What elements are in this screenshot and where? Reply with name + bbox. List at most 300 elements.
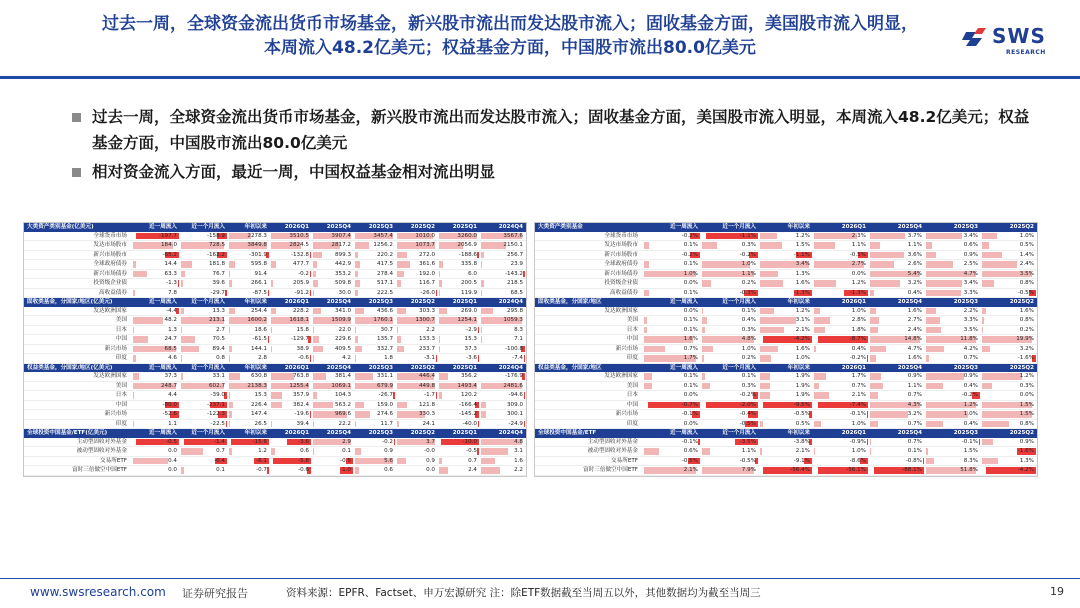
table-cell — [480, 466, 526, 476]
table-cell — [228, 354, 270, 364]
cell-value: 382.4 — [292, 401, 309, 408]
table-cell — [925, 381, 981, 391]
cell-value: 1.2% — [851, 280, 866, 287]
cell-value: -0.2% — [739, 251, 756, 258]
table-cell — [925, 447, 981, 457]
table-cell — [643, 288, 701, 298]
table-cell — [132, 372, 180, 381]
outflow-bar — [923, 458, 924, 465]
cell-value: -3.5% — [739, 438, 756, 445]
cell-value: 248.7 — [160, 382, 177, 389]
cell-value: 2.2 — [514, 467, 523, 474]
table-cell — [438, 307, 480, 316]
cell-value: 2.8 — [258, 355, 267, 362]
table-cell — [925, 391, 981, 401]
inflow-bar — [644, 261, 649, 268]
column-header: 近一周流入 — [643, 363, 701, 372]
table-cell — [925, 419, 981, 429]
cell-value: 3.5% — [963, 326, 978, 333]
table-cell — [701, 335, 759, 345]
inflow-bar — [814, 317, 830, 324]
cell-value: 1.0% — [683, 270, 698, 277]
inflow-bar — [439, 458, 442, 465]
column-header: 2025Q2 — [396, 298, 438, 307]
inflow-bar — [355, 271, 358, 278]
row-label: 发达欧洲国家 — [535, 372, 643, 381]
column-header: 2024Q4 — [480, 223, 526, 232]
inflow-bar — [397, 421, 399, 428]
column-header: 2025Q3 — [925, 298, 981, 307]
row-label: 全球货币市场 — [535, 232, 643, 241]
cell-value: -52.6 — [162, 411, 177, 418]
column-header: 年初以来 — [759, 363, 813, 372]
table-cell — [396, 241, 438, 251]
column-header: 年初以来 — [759, 429, 813, 438]
cell-value: 274.6 — [376, 411, 393, 418]
cell-value: -9.5% — [793, 401, 810, 408]
cell-value: 39.6 — [212, 280, 225, 287]
inflow-bar — [397, 271, 404, 278]
cell-value: 4.7% — [907, 345, 922, 352]
table-cell — [270, 269, 312, 279]
outflow-bar — [478, 421, 479, 428]
inflow-bar — [982, 439, 993, 446]
table-cell — [701, 354, 759, 364]
section-title: 固收类基金，分国家/地区(亿美元) — [24, 298, 132, 307]
table-cell — [759, 438, 813, 447]
cell-value: 449.8 — [418, 382, 435, 389]
cell-value: 2.7% — [907, 317, 922, 324]
inflow-bar — [814, 242, 835, 249]
cell-value: -87.5 — [252, 289, 267, 296]
cell-value: 1.9% — [795, 392, 810, 399]
cell-value: 5.4% — [907, 270, 922, 277]
table-cell — [869, 316, 925, 326]
inflow-bar — [481, 327, 482, 334]
table-cell — [701, 419, 759, 429]
cell-value: -1.0 — [340, 467, 351, 474]
column-header: 2026Q1 — [270, 429, 312, 438]
inflow-bar — [926, 448, 928, 455]
table-cell — [643, 269, 701, 279]
table-cell — [981, 325, 1037, 335]
cell-value: 68.5 — [510, 289, 523, 296]
inflow-bar — [355, 355, 356, 362]
inflow-bar — [644, 448, 659, 455]
row-label: 日本 — [24, 391, 132, 401]
inflow-bar — [133, 373, 139, 380]
cell-value: 0.9% — [963, 251, 978, 258]
table-cell — [438, 250, 480, 260]
inflow-bar — [926, 290, 961, 297]
table-cell — [132, 354, 180, 364]
cell-value: 331.1 — [376, 373, 393, 380]
table-row — [24, 372, 526, 381]
cell-value: -5.8 — [298, 457, 309, 464]
table-cell — [132, 381, 180, 391]
column-header: 年初以来 — [228, 429, 270, 438]
table-cell — [270, 260, 312, 270]
inflow-bar — [313, 308, 321, 315]
table-cell — [438, 269, 480, 279]
cell-value: 1.2% — [795, 232, 810, 239]
table-row — [24, 344, 526, 354]
table-cell — [270, 456, 312, 466]
inflow-bar — [355, 421, 356, 428]
inflow-bar — [870, 346, 886, 353]
logo-sub: RESEARCH — [1006, 49, 1046, 56]
inflow-bar — [397, 336, 401, 343]
table-cell — [981, 466, 1037, 476]
table-cell — [701, 288, 759, 298]
table-cell — [354, 466, 396, 476]
footer-divider — [0, 578, 1080, 579]
table-cell — [869, 260, 925, 270]
table-cell — [813, 232, 869, 241]
table-cell — [180, 335, 228, 345]
cell-value: 0.4% — [741, 317, 756, 324]
outflow-bar — [524, 421, 525, 428]
table-cell — [643, 381, 701, 391]
table-cell — [643, 447, 701, 457]
table-cell — [701, 307, 759, 316]
inflow-bar — [870, 280, 900, 287]
cell-value: 1256.2 — [373, 242, 393, 249]
table-cell — [480, 325, 526, 335]
row-label: 交易所ETF — [24, 456, 132, 466]
table-cell — [354, 400, 396, 410]
column-header: 2025Q4 — [869, 429, 925, 438]
table-cell — [643, 307, 701, 316]
table-cell — [869, 288, 925, 298]
table-cell — [813, 279, 869, 289]
table-cell — [643, 400, 701, 410]
table-cell — [759, 279, 813, 289]
table-cell — [643, 466, 701, 476]
cell-value: -88.1% — [902, 467, 922, 474]
column-header: 近一个月流入 — [701, 429, 759, 438]
cell-value: 229.6 — [334, 336, 351, 343]
inflow-bar — [355, 467, 359, 474]
cell-value: 0.2% — [1019, 326, 1034, 333]
cell-value: -0.2 — [298, 270, 309, 277]
table-cell — [438, 288, 480, 298]
table-cell — [396, 260, 438, 270]
cell-value: 256.7 — [506, 251, 523, 258]
cell-value: -301.9 — [248, 251, 267, 258]
inflow-bar — [702, 317, 707, 324]
cell-value: 0.0 — [426, 467, 435, 474]
outflow-bar — [225, 290, 227, 297]
cell-value: 3457.4 — [373, 232, 393, 239]
row-label: 交易所ETF — [535, 456, 643, 466]
table-cell — [643, 260, 701, 270]
cell-value: 0.7% — [963, 355, 978, 362]
column-header: 2024Q4 — [480, 363, 526, 372]
inflow-bar — [133, 317, 163, 324]
table-cell — [438, 466, 480, 476]
cell-value: -0.1% — [849, 411, 866, 418]
inflow-bar — [926, 242, 932, 249]
table-row — [24, 400, 526, 410]
cell-value: -9.1% — [793, 457, 810, 464]
inflow-bar — [313, 261, 317, 268]
row-label: 新兴市场股市 — [535, 250, 643, 260]
cell-value: 63.3 — [164, 270, 177, 277]
cell-value: 2.4 — [468, 467, 477, 474]
inflow-bar — [644, 327, 647, 334]
table-cell — [759, 447, 813, 457]
table-cell — [759, 307, 813, 316]
cell-value: -129.7 — [290, 336, 309, 343]
table-cell — [759, 400, 813, 410]
table-cell — [396, 466, 438, 476]
cell-value: 3.7% — [907, 232, 922, 239]
outflow-bar — [979, 439, 980, 446]
cell-value: 39.4 — [296, 420, 309, 427]
inflow-bar — [133, 271, 147, 278]
cell-value: 2.6% — [907, 261, 922, 268]
cell-value: 0.0% — [851, 270, 866, 277]
cell-value: 2.1% — [795, 326, 810, 333]
table-cell — [701, 400, 759, 410]
relative-flow-table — [535, 223, 1037, 476]
cell-value: 0.6% — [963, 242, 978, 249]
table-cell — [480, 391, 526, 401]
cell-value: -91.2 — [294, 289, 309, 296]
table-cell — [228, 456, 270, 466]
cell-value: 1.1% — [851, 242, 866, 249]
column-header: 年初以来 — [228, 363, 270, 372]
inflow-bar — [702, 448, 710, 455]
inflow-bar — [982, 280, 994, 287]
table-cell — [312, 419, 354, 429]
table-cell — [180, 307, 228, 316]
table-cell — [701, 250, 759, 260]
inflow-bar — [814, 327, 825, 334]
table-cell — [480, 250, 526, 260]
table-cell — [438, 447, 480, 457]
table-cell — [132, 335, 180, 345]
cell-value: -22.5 — [210, 420, 225, 427]
inflow-bar — [982, 308, 986, 315]
cell-value: 1760.1 — [373, 317, 393, 324]
table-cell — [312, 269, 354, 279]
cell-value: 1.7% — [851, 373, 866, 380]
column-header: 近一个月流入 — [701, 363, 759, 372]
cell-value: 2.8% — [851, 317, 866, 324]
table-cell — [270, 335, 312, 345]
inflow-bar — [814, 233, 857, 240]
table-cell — [180, 410, 228, 420]
table-cell — [759, 354, 813, 364]
row-label: 日本 — [24, 325, 132, 335]
outflow-bar — [436, 355, 437, 362]
table-cell — [701, 316, 759, 326]
inflow-bar — [760, 242, 782, 249]
row-label: 印度 — [24, 354, 132, 364]
table-cell — [270, 372, 312, 381]
bullet-list — [72, 104, 1032, 188]
row-label: 中国 — [535, 400, 643, 410]
table-row — [535, 410, 1037, 420]
section-header-row — [535, 298, 1037, 307]
table-row — [24, 316, 526, 326]
column-header: 近一个月流入 — [180, 363, 228, 372]
cell-value: -0.5 — [340, 457, 351, 464]
cell-value: 121.8 — [418, 401, 435, 408]
table-cell — [312, 372, 354, 381]
table-cell — [981, 419, 1037, 429]
table-cell — [180, 381, 228, 391]
row-label: 中国 — [24, 400, 132, 410]
cell-value: 68.5 — [164, 345, 177, 352]
cell-value: 0.1% — [683, 382, 698, 389]
table-cell — [981, 279, 1037, 289]
table-row — [535, 250, 1037, 260]
table-cell — [270, 391, 312, 401]
inflow-bar — [982, 383, 992, 390]
table-cell — [270, 410, 312, 420]
table-cell — [228, 410, 270, 420]
cell-value: -8.7% — [849, 336, 866, 343]
table-row — [24, 241, 526, 251]
table-cell — [869, 410, 925, 420]
cell-value: -56.4% — [790, 467, 810, 474]
table-cell — [981, 250, 1037, 260]
table-cell — [480, 279, 526, 289]
inflow-bar — [439, 280, 442, 287]
cell-value: -237.1 — [206, 401, 225, 408]
cell-value: 0.0 — [168, 448, 177, 455]
table-row — [24, 410, 526, 420]
table-cell — [132, 466, 180, 476]
inflow-bar — [870, 439, 871, 446]
cell-value: -4.2% — [793, 336, 810, 343]
column-header: 近一周流入 — [643, 429, 701, 438]
table-row — [535, 288, 1037, 298]
column-header: 2026Q1 — [270, 363, 312, 372]
cell-value: 2138.3 — [247, 382, 267, 389]
cell-value: 269.0 — [460, 307, 477, 314]
cell-value: 436.6 — [376, 307, 393, 314]
table-cell — [701, 456, 759, 466]
inflow-bar — [814, 421, 821, 428]
column-header: 2025Q1 — [438, 223, 480, 232]
column-header: 2026Q1 — [270, 298, 312, 307]
inflow-bar — [397, 327, 398, 334]
inflow-bar — [481, 402, 486, 409]
cell-value: 2.7% — [851, 261, 866, 268]
inflow-bar — [439, 392, 442, 399]
cell-value: -39.0 — [210, 392, 225, 399]
cell-value: 4.2 — [342, 355, 351, 362]
inflow-bar — [271, 448, 275, 455]
inflow-bar — [702, 308, 703, 315]
table-row — [535, 400, 1037, 410]
cell-value: 330.3 — [418, 411, 435, 418]
cell-value: 0.0% — [683, 280, 698, 287]
cell-value: 1.1% — [907, 382, 922, 389]
cell-value: 13.3 — [212, 307, 225, 314]
cell-value: 1.1% — [907, 242, 922, 249]
table-cell — [981, 381, 1037, 391]
table-cell — [981, 410, 1037, 420]
cell-value: 6.0 — [468, 270, 477, 277]
cell-value: 1255.4 — [289, 382, 309, 389]
table-cell — [480, 419, 526, 429]
cell-value: 266.1 — [250, 280, 267, 287]
column-header: 2025Q3 — [354, 363, 396, 372]
row-label: 印度 — [535, 354, 643, 364]
cell-value: 1059.3 — [503, 317, 523, 324]
table-cell — [312, 241, 354, 251]
website-link[interactable]: www.swsresearch.com — [30, 585, 166, 599]
cell-value: 0.3% — [741, 382, 756, 389]
table-row — [535, 381, 1037, 391]
cell-value: 3510.5 — [289, 232, 309, 239]
row-label: 投资级企业债 — [24, 279, 132, 289]
inflow-bar — [133, 327, 134, 334]
table-row — [535, 466, 1037, 476]
table-cell — [354, 410, 396, 420]
cell-value: 1.6% — [907, 307, 922, 314]
cell-value: -143.2 — [504, 270, 523, 277]
inflow-bar — [313, 421, 314, 428]
table-cell — [869, 250, 925, 260]
outflow-bar — [477, 252, 479, 259]
cell-value: 1.2 — [258, 448, 267, 455]
table-cell — [981, 391, 1037, 401]
cell-value: 563.2 — [334, 401, 351, 408]
table-cell — [981, 344, 1037, 354]
column-header: 2025Q3 — [354, 298, 396, 307]
inflow-bar — [397, 261, 410, 268]
inflow-bar — [814, 346, 816, 353]
table-cell — [480, 260, 526, 270]
table-cell — [438, 260, 480, 270]
row-label: 美国 — [535, 316, 643, 326]
inflow-bar — [760, 280, 783, 287]
cell-value: 0.2% — [741, 280, 756, 287]
cell-value: 0.1% — [741, 373, 756, 380]
table-cell — [438, 419, 480, 429]
table-cell — [813, 410, 869, 420]
cell-value: 2.5% — [963, 261, 978, 268]
inflow-bar — [760, 383, 770, 390]
table-cell — [396, 316, 438, 326]
cell-value: 8.3 — [514, 326, 523, 333]
cell-value: 0.1% — [907, 448, 922, 455]
table-row — [24, 335, 526, 345]
table-row — [24, 381, 526, 391]
inflow-bar — [271, 392, 282, 399]
column-header: 2025Q4 — [312, 363, 354, 372]
inflow-bar — [760, 327, 784, 334]
cell-value: 1.2% — [963, 401, 978, 408]
column-header: 2025Q4 — [869, 298, 925, 307]
table-cell — [270, 307, 312, 316]
table-cell — [438, 316, 480, 326]
inflow-bar — [481, 448, 508, 455]
row-label: 高收益债券 — [24, 288, 132, 298]
cell-value: -24.9 — [508, 420, 523, 427]
table-cell — [813, 260, 869, 270]
column-header: 近一周流入 — [643, 223, 701, 232]
inflow-bar — [926, 308, 936, 315]
table-cell — [228, 288, 270, 298]
cell-value: 135.7 — [376, 336, 393, 343]
